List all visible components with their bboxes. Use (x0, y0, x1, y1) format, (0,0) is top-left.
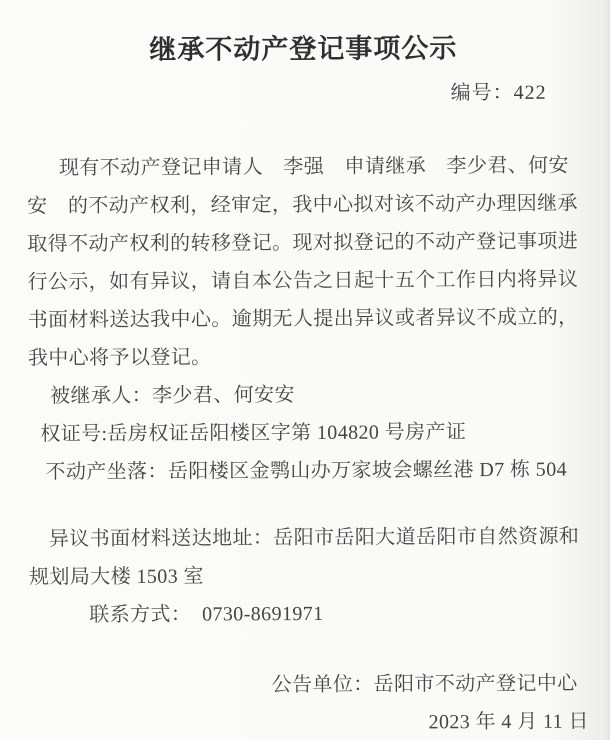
objection-address-line: 规划局大楼 1503 室 (29, 565, 204, 589)
issuer-line: 公告单位：岳阳市不动产登记中心 (271, 672, 578, 697)
body-line: 安 的不动产权利，经审定，我中心拟对该不动产办理因继承 (27, 192, 578, 218)
body-line: 行公示，如有异议，请自本公告之日起十五个工作日内将异议 (27, 268, 579, 294)
objection-address-line: 异议书面材料送达地址：岳阳市岳阳大道岳阳市自然资源和 (48, 525, 580, 551)
body-line: 书面材料送达我中心。逾期无人提出异议或者异议不成立的， (27, 306, 579, 332)
property-location-line: 不动产坐落：岳阳楼区金鹗山办万家坡会螺丝港 D7 栋 504 (45, 458, 568, 484)
heirs-line: 被继承人：李少君、何安安 (50, 384, 295, 408)
contact-line: 联系方式： 0730-8691971 (89, 602, 324, 627)
body-line: 取得不动产权利的转移登记。现对拟登记的不动产登记事项进 (27, 230, 579, 256)
date-line: 2023 年 4 月 11 日 (428, 710, 589, 734)
notice-footer (2, 664, 610, 740)
body-line: 我中心将予以登记。 (27, 346, 212, 370)
notice-number: 编号：422 (450, 81, 547, 105)
notice-body (0, 146, 610, 634)
notice-title: 继承不动产登记事项公示 (149, 33, 458, 65)
certificate-number-line: 权证号:岳房权证岳阳楼区字第 104820 号房产证 (40, 421, 467, 446)
body-line: 现有不动产登记申请人 李强 申请继承 李少君、何安 (58, 154, 569, 180)
